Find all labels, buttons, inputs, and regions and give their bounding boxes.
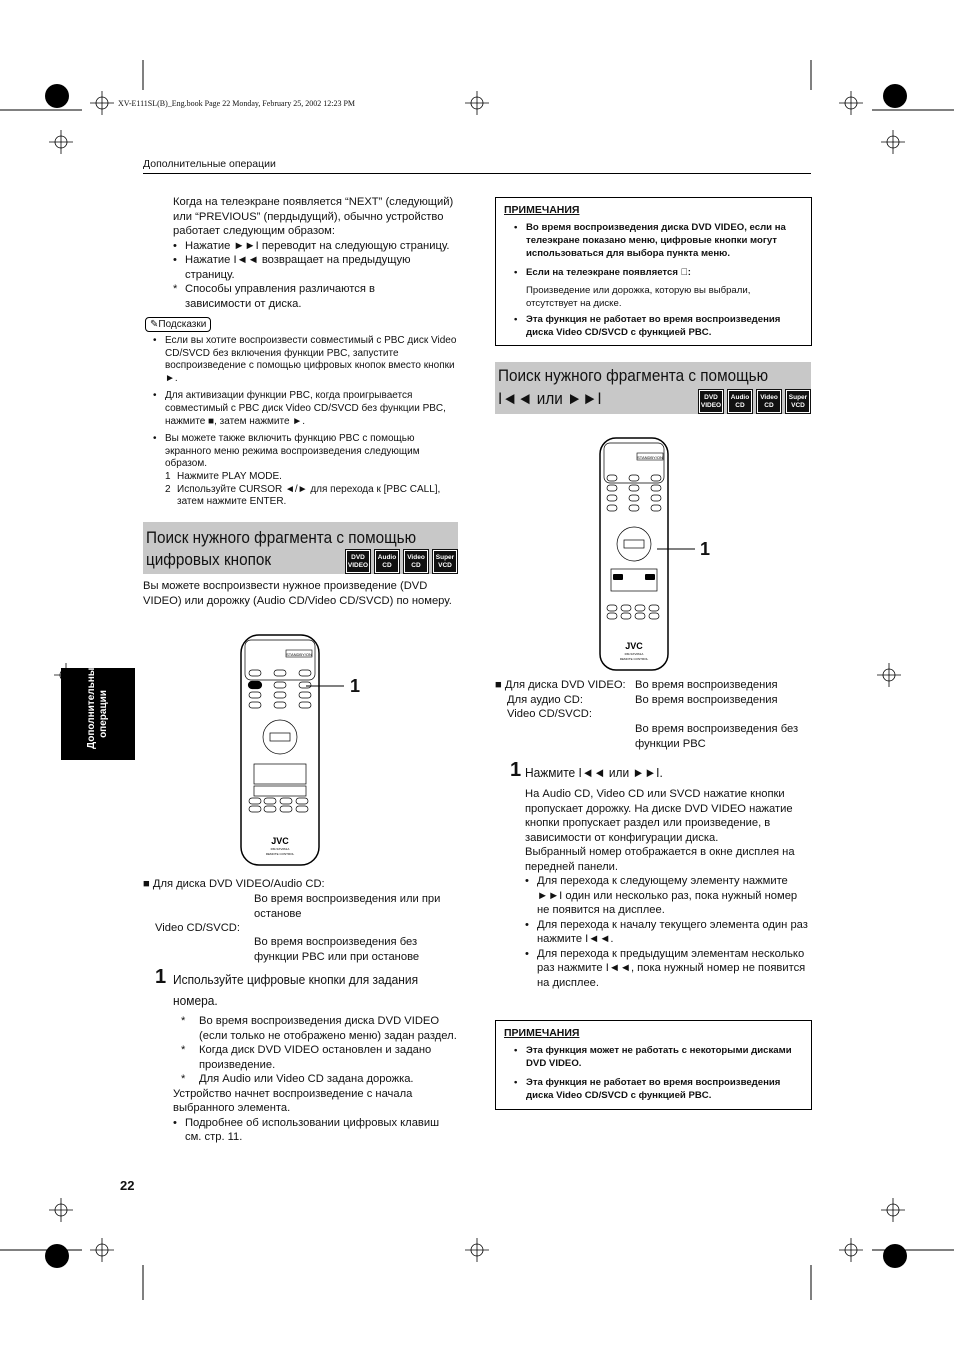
callout-line-right <box>657 545 697 555</box>
notes-heading: ПРИМЕЧАНИЯ <box>504 204 580 216</box>
section-title-line1: Поиск нужного фрагмента с помощью <box>146 528 417 547</box>
detail-bullet: • Подробнее об использовании цифровых клавиш см. стр. 11. <box>173 1116 458 1145</box>
video-cd-badge: Video CD <box>404 550 428 573</box>
cond2-value: Во время воспроизведения без функции PBC или при останове <box>254 936 420 963</box>
detail-bullet: • Для перехода к началу текущего элемента один раз нажмите I◄◄. <box>525 918 810 947</box>
side-tab <box>61 662 135 760</box>
notes-top-body <box>514 221 802 339</box>
svg-text:RM-SXV061A: RM-SXV061A <box>624 652 644 656</box>
audio-cd-badge: Audio CD <box>728 390 752 413</box>
hint-bullet: • Вы можете также включить функцию PBC с помощью экранного меню режима воспроизведения следующим образом. <box>153 433 458 471</box>
step-left-details <box>173 1014 458 1145</box>
note-bullet: • Эта функция не работает во время воспроизведения диска Video CD/SVCD с функцией PBC. <box>514 1076 802 1102</box>
print-slug: XV-E111SL(B)_Eng.book Page 22 Monday, February 25, 2002 12:23 PM <box>118 99 356 108</box>
super-vcd-badge: Super VCD <box>786 390 810 413</box>
svg-text:STANDBY/ON: STANDBY/ON <box>286 652 312 657</box>
svg-text:REMOTE CONTROL: REMOTE CONTROL <box>265 852 295 856</box>
detail-paragraph: На Audio CD, Video CD или SVCD нажатие кнопки пропускает дорожку. На диске DVD VIDEO нажатие кнопки пропускает раздел или произведение, в зависимости от конфигурации диска. <box>525 788 793 844</box>
dvd-video-badge: DVD VIDEO <box>346 550 370 573</box>
detail-bullet: • Для перехода к следующему элементу нажмите ►►I один или несколько раз, пока нужный номер не появится на дисплее. <box>525 874 810 918</box>
callout-number-right: 1 <box>700 539 711 559</box>
section-left-intro: Вы можете воспроизвести нужное произведение (DVD VIDEO) или дорожку (Audio CD/Video CD/SVCD) по номеру. <box>143 580 452 607</box>
svg-text:JVC: JVC <box>625 641 643 651</box>
callout-line-left <box>306 681 346 691</box>
step-right-details <box>525 787 810 990</box>
hint-icon: ✎ <box>150 319 159 330</box>
note-bullet: • Эта функция может не работать с некоторыми дисками DVD VIDEO. <box>514 1044 802 1070</box>
hint-step: 2 Используйте CURSOR ◄/► для перехода к [PBC CALL], затем нажмите ENTER. <box>165 483 441 508</box>
notes-box-bottom <box>495 1020 812 1110</box>
hints-label: ✎Подсказки <box>145 317 211 332</box>
note-bullet: • Во время воспроизведения диска DVD VIDEO, если на телеэкране показано меню, цифровые кнопки могут использоваться для выбора пункта меню. <box>514 221 802 260</box>
page-header: Дополнительные операции <box>143 158 276 170</box>
cond2-value-right: Во время воспроизведения <box>635 694 778 706</box>
section-banner-skip <box>495 362 811 414</box>
cond1-label: ■ Для диска DVD VIDEO/Audio CD: <box>143 877 325 892</box>
audio-cd-badge: Audio CD <box>375 550 399 573</box>
remote-illustration-left <box>240 634 320 866</box>
step-number-right: 1 <box>510 759 522 781</box>
hint-bullet: • Если вы хотите воспроизвести совместимый с PBC диск Video CD/SVCD без включения функции PBC, запустите воспроизведение с помощью цифровых кнопок вместо кнопки ►. <box>153 335 458 385</box>
super-vcd-badge: Super VCD <box>433 550 457 573</box>
intro-paragraph: Когда на телеэкране появляется “NEXT” (следующий) или “PREVIOUS” (пердыдущий), обычно устройство работает следующим образом: <box>173 196 454 237</box>
side-tab-label: Дополнительные операции <box>86 662 109 749</box>
notes-box-top <box>495 197 812 346</box>
cond1-value-right: Во время воспроизведения <box>635 679 778 691</box>
hints-block <box>153 335 458 509</box>
detail-bullet: • Для перехода к предыдущим элементам несколько раз нажмите I◄◄, пока нужный номер не появится на дисплее. <box>525 947 810 991</box>
section-banner-numeric <box>143 522 458 574</box>
disc-badges <box>346 550 457 573</box>
detail-paragraph: Выбранный номер отображается в окне дисплея на передней панели. <box>525 846 795 873</box>
intro-asterisk: * Способы управления различаются в зависимости от диска. <box>173 282 385 311</box>
cond3-label-right: Video CD/SVCD: <box>507 708 592 720</box>
note-text: Произведение или дорожка, которую вы выбрали, отсутствует на диске. <box>526 285 751 309</box>
hint-bullet: • Для активизации функции PBC, когда проигрывается совместимый с PBC диск Video CD/SVCD без функции PBC, нажмите ■, затем нажмите ►. <box>153 390 458 428</box>
detail-text: Устройство начнет воспроизведение с начала выбранного элемента. <box>173 1087 413 1114</box>
intro-block <box>173 195 463 311</box>
cond1-label-right: ■ Для диска DVD VIDEO: <box>495 678 626 693</box>
hint-step: 1 Нажмите PLAY MODE. <box>165 470 282 482</box>
dvd-video-badge: DVD VIDEO <box>699 390 723 413</box>
notes-bottom-body <box>514 1044 802 1102</box>
section-title-line2: I◄◄ или ►►I <box>498 389 602 408</box>
detail-asterisk: * Для Audio или Video CD задана дорожка. <box>181 1072 458 1087</box>
svg-text:JVC: JVC <box>271 836 289 846</box>
step-title-right: Нажмите I◄◄ или ►►I. <box>525 765 663 780</box>
cond2-label: Video CD/SVCD: <box>155 922 240 934</box>
detail-asterisk: * Когда диск DVD VIDEO остановлен и задано произведение. <box>181 1043 458 1072</box>
cond1-value: Во время воспроизведения или при останове <box>254 893 441 920</box>
cond2-label-right: Для аудио CD: <box>507 694 583 706</box>
video-cd-badge: Video CD <box>757 390 781 413</box>
svg-text:REMOTE CONTROL: REMOTE CONTROL <box>619 657 649 661</box>
step-number-left: 1 <box>155 966 167 988</box>
svg-text:STANDBY/ON: STANDBY/ON <box>637 455 663 460</box>
section-title-line1: Поиск нужного фрагмента с помощью <box>498 366 769 385</box>
intro-bullet: • Нажатие I◄◄ возвращает на предыдущую страницу. <box>173 253 463 282</box>
step-title-left-line1: Используйте цифровые кнопки для задания <box>173 972 419 987</box>
detail-asterisk: * Во время воспроизведения диска DVD VIDEO (если только не отображено меню) задан раздел. <box>181 1014 458 1043</box>
svg-text:RM-SXV061A: RM-SXV061A <box>270 847 290 851</box>
intro-bullet: • Нажатие ►►I переводит на следующую страницу. <box>173 239 463 254</box>
disc-badges <box>699 390 810 413</box>
cond3-value-right: Во время воспроизведения без функции PBC <box>635 723 799 750</box>
note-bullet: • Эта функция не работает во время воспроизведения диска Video CD/SVCD с функцией PBC. <box>514 313 802 339</box>
notes-heading: ПРИМЕЧАНИЯ <box>504 1027 580 1039</box>
note-bullet: • Если на телеэкране появляется ⃠: <box>514 266 802 279</box>
callout-number-left: 1 <box>350 676 361 696</box>
page-number: 22 <box>120 1178 135 1193</box>
header-rule <box>143 173 811 174</box>
step-title-left-line2: номера. <box>173 993 218 1008</box>
section-title-line2: цифровых кнопок <box>146 550 272 569</box>
